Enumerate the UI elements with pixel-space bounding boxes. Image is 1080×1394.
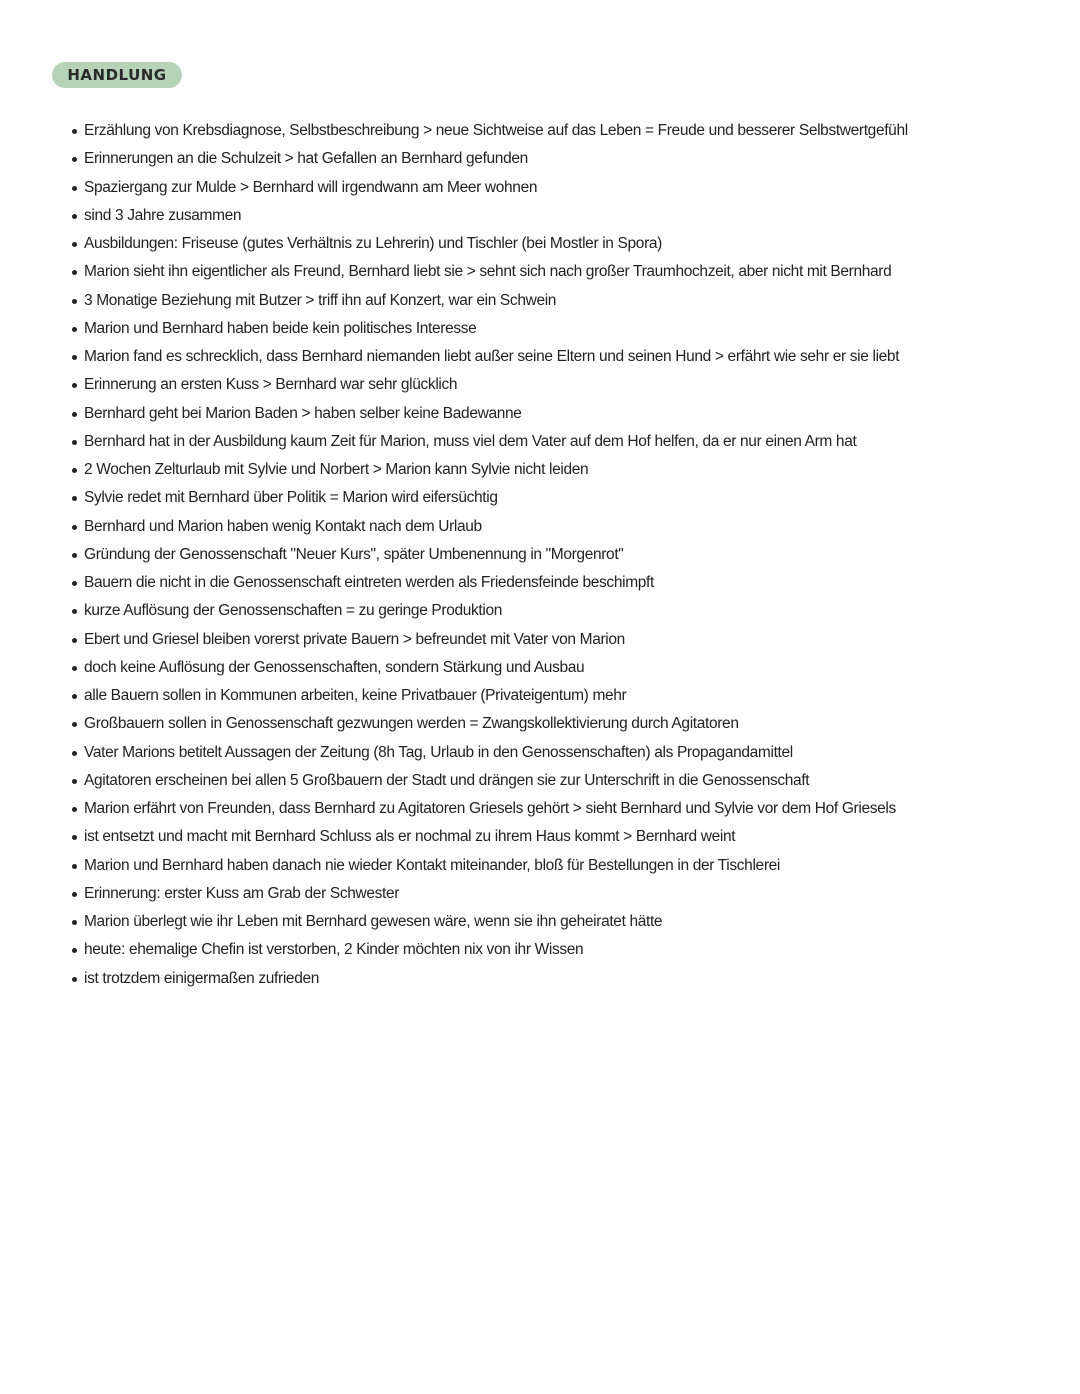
list-item: Bernhard geht bei Marion Baden > haben selber keine Badewanne (72, 400, 1062, 428)
list-item: Bernhard und Marion haben wenig Kontakt nach dem Urlaub (72, 513, 1062, 541)
list-item: Gründung der Genossenschaft "Neuer Kurs", später Umbenennung in "Morgenrot" (72, 541, 1062, 569)
list-item: sind 3 Jahre zusammen (72, 202, 1062, 230)
list-item: Ausbildungen: Friseuse (gutes Verhältnis zu Lehrerin) und Tischler (bei Mostler in Spora) (72, 230, 1062, 258)
list-item: Ebert und Griesel bleiben vorerst private Bauern > befreundet mit Vater von Marion (72, 626, 1062, 654)
list-item: Marion erfährt von Freunden, dass Bernhard zu Agitatoren Griesels gehört > sieht Bernhard und Sylvie vor dem Hof Griesels (72, 795, 1062, 823)
list-item: Bauern die nicht in die Genossenschaft eintreten werden als Friedensfeinde beschimpft (72, 569, 1062, 597)
list-item: Erinnerungen an die Schulzeit > hat Gefallen an Bernhard gefunden (72, 145, 1062, 173)
list-item: Marion und Bernhard haben danach nie wieder Kontakt miteinander, bloß für Bestellungen in der Tischlerei (72, 852, 1062, 880)
list-item: Agitatoren erscheinen bei allen 5 Großbauern der Stadt und drängen sie zur Unterschrift in die Genossenschaft (72, 767, 1062, 795)
section-heading: HANDLUNG (67, 66, 167, 84)
list-item: ist trotzdem einigermaßen zufrieden (72, 965, 1062, 993)
section-heading-badge (52, 62, 182, 88)
list-item: 3 Monatige Beziehung mit Butzer > triff ihn auf Konzert, war ein Schwein (72, 287, 1062, 315)
list-item: 2 Wochen Zelturlaub mit Sylvie und Norbert > Marion kann Sylvie nicht leiden (72, 456, 1062, 484)
list-item: Spaziergang zur Mulde > Bernhard will irgendwann am Meer wohnen (72, 174, 1062, 202)
list-item: Erinnerung an ersten Kuss > Bernhard war sehr glücklich (72, 371, 1062, 399)
list-item: Marion und Bernhard haben beide kein politisches Interesse (72, 315, 1062, 343)
list-item: kurze Auflösung der Genossenschaften = zu geringe Produktion (72, 597, 1062, 625)
list-item: Vater Marions betitelt Aussagen der Zeitung (8h Tag, Urlaub in den Genossenschaften) als Propagandamittel (72, 739, 1062, 767)
list-item: heute: ehemalige Chefin ist verstorben, 2 Kinder möchten nix von ihr Wissen (72, 936, 1062, 964)
bullet-list (72, 117, 1062, 993)
list-item: Marion fand es schrecklich, dass Bernhard niemanden liebt außer seine Eltern und seinen Hund > erfährt wie sehr er sie liebt (72, 343, 1062, 371)
list-item: ist entsetzt und macht mit Bernhard Schluss als er nochmal zu ihrem Haus kommt > Bernhard weint (72, 823, 1062, 851)
list-item: Sylvie redet mit Bernhard über Politik = Marion wird eifersüchtig (72, 484, 1062, 512)
list-item: Bernhard hat in der Ausbildung kaum Zeit für Marion, muss viel dem Vater auf dem Hof helfen, da er nur einen Arm hat (72, 428, 1062, 456)
list-item: doch keine Auflösung der Genossenschaften, sondern Stärkung und Ausbau (72, 654, 1062, 682)
list-item: Erinnerung: erster Kuss am Grab der Schwester (72, 880, 1062, 908)
list-item: Erzählung von Krebsdiagnose, Selbstbeschreibung > neue Sichtweise auf das Leben = Freude und besserer Selbstwertgefühl (72, 117, 1062, 145)
list-item: Marion überlegt wie ihr Leben mit Bernhard gewesen wäre, wenn sie ihn geheiratet hätte (72, 908, 1062, 936)
list-item: alle Bauern sollen in Kommunen arbeiten, keine Privatbauer (Privateigentum) mehr (72, 682, 1062, 710)
list-item: Marion sieht ihn eigentlicher als Freund, Bernhard liebt sie > sehnt sich nach großer Traumhochzeit, aber nicht mit Bernhard (72, 258, 1062, 286)
list-item: Großbauern sollen in Genossenschaft gezwungen werden = Zwangskollektivierung durch Agitatoren (72, 710, 1062, 738)
